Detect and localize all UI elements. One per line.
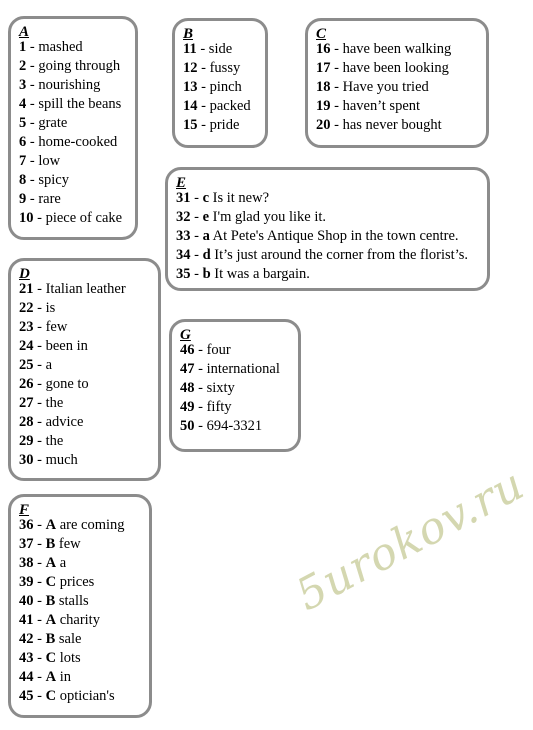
answer-text: It’s just around the corner from the florist’s. bbox=[214, 247, 468, 263]
answer-letter: A bbox=[45, 612, 57, 628]
answer-letter: A bbox=[45, 669, 57, 685]
answer-box-e bbox=[165, 167, 490, 291]
item-number: 32 bbox=[176, 209, 191, 225]
answer-row: 20 - has never bought bbox=[316, 117, 442, 133]
answer-text: pride bbox=[209, 117, 240, 133]
item-number: 27 bbox=[19, 395, 34, 411]
answer-text: fifty bbox=[206, 399, 232, 415]
answer-text: spill the beans bbox=[38, 96, 122, 112]
answer-text: few bbox=[45, 319, 68, 335]
answer-row: 15 - pride bbox=[183, 117, 240, 133]
answer-letter: C bbox=[45, 688, 57, 704]
answer-box-d bbox=[8, 258, 161, 481]
answer-text: has never bought bbox=[342, 117, 442, 133]
answer-row: 27 - the bbox=[19, 395, 64, 411]
answer-letter: A bbox=[45, 555, 57, 571]
item-number: 21 bbox=[19, 281, 34, 297]
box-header: C bbox=[316, 26, 327, 42]
item-number: 38 bbox=[19, 555, 34, 571]
answer-text: stalls bbox=[58, 593, 89, 609]
answer-text: is bbox=[45, 300, 56, 316]
answer-row: 25 - a bbox=[19, 357, 53, 373]
item-number: 15 bbox=[183, 117, 198, 133]
item-number: 45 bbox=[19, 688, 34, 704]
answer-text: advice bbox=[45, 414, 84, 430]
answer-text: prices bbox=[59, 574, 95, 590]
answer-row: 33 - a At Pete's Antique Shop in the town centre. bbox=[176, 228, 459, 244]
answer-letter: c bbox=[202, 190, 210, 206]
item-number: 31 bbox=[176, 190, 191, 206]
answer-text: home-cooked bbox=[38, 134, 118, 150]
answer-text: have been looking bbox=[342, 60, 449, 76]
answer-box-a bbox=[8, 16, 138, 240]
answer-row: 10 - piece of cake bbox=[19, 210, 123, 226]
item-number: 44 bbox=[19, 669, 34, 685]
item-number: 18 bbox=[316, 79, 331, 95]
answer-text: side bbox=[208, 41, 233, 57]
item-number: 13 bbox=[183, 79, 198, 95]
item-number: 16 bbox=[316, 41, 331, 57]
item-number: 25 bbox=[19, 357, 34, 373]
answer-text: in bbox=[59, 669, 71, 685]
answer-text: the bbox=[45, 395, 64, 411]
answer-row: 17 - have been looking bbox=[316, 60, 449, 76]
answer-row: 46 - four bbox=[180, 342, 231, 358]
item-number: 5 bbox=[19, 115, 27, 131]
item-number: 6 bbox=[19, 134, 27, 150]
answer-text: a bbox=[45, 357, 53, 373]
answer-text: pinch bbox=[209, 79, 242, 95]
item-number: 29 bbox=[19, 433, 34, 449]
item-number: 20 bbox=[316, 117, 331, 133]
answer-text: low bbox=[38, 153, 61, 169]
answer-letter: C bbox=[45, 650, 57, 666]
item-number: 10 bbox=[19, 210, 34, 226]
answer-row: 30 - much bbox=[19, 452, 78, 468]
answer-text: At Pete's Antique Shop in the town centre. bbox=[212, 228, 459, 244]
answer-letter: B bbox=[45, 536, 56, 552]
answer-row: 2 - going through bbox=[19, 58, 121, 74]
answer-text: Is it new? bbox=[212, 190, 270, 206]
answer-text: lots bbox=[59, 650, 81, 666]
answer-text: few bbox=[58, 536, 81, 552]
item-number: 11 bbox=[183, 41, 197, 57]
answer-list bbox=[176, 189, 479, 284]
answer-row: 23 - few bbox=[19, 319, 68, 335]
answer-letter: e bbox=[202, 209, 210, 225]
item-number: 41 bbox=[19, 612, 34, 628]
item-number: 14 bbox=[183, 98, 198, 114]
item-number: 17 bbox=[316, 60, 331, 76]
answer-text: 694-3321 bbox=[206, 418, 263, 434]
box-header: A bbox=[19, 24, 30, 40]
item-number: 48 bbox=[180, 380, 195, 396]
answer-text: sixty bbox=[206, 380, 235, 396]
answer-row: 8 - spicy bbox=[19, 172, 69, 188]
answer-row: 22 - is bbox=[19, 300, 56, 316]
answer-list bbox=[316, 40, 478, 135]
answer-row: 26 - gone to bbox=[19, 376, 89, 392]
answer-letter: a bbox=[202, 228, 210, 244]
answer-row: 41 - A charity bbox=[19, 612, 100, 628]
answer-row: 9 - rare bbox=[19, 191, 61, 207]
answer-row: 24 - been in bbox=[19, 338, 88, 354]
answer-letter: B bbox=[45, 593, 56, 609]
answer-letter: d bbox=[202, 247, 211, 263]
item-number: 26 bbox=[19, 376, 34, 392]
item-number: 23 bbox=[19, 319, 34, 335]
answer-letter: B bbox=[45, 631, 56, 647]
answer-text: are coming bbox=[59, 517, 125, 533]
answer-list bbox=[19, 280, 150, 470]
item-number: 35 bbox=[176, 266, 191, 282]
answer-text: international bbox=[206, 361, 280, 377]
answer-list bbox=[183, 40, 257, 135]
answer-text: rare bbox=[38, 191, 61, 207]
answer-letter: b bbox=[202, 266, 211, 282]
answer-row: 38 - A a bbox=[19, 555, 67, 571]
item-number: 39 bbox=[19, 574, 34, 590]
answer-text: the bbox=[45, 433, 64, 449]
answer-row: 5 - grate bbox=[19, 115, 68, 131]
answer-row: 45 - C optician's bbox=[19, 688, 115, 704]
answer-text: Have you tried bbox=[342, 79, 429, 95]
answer-list bbox=[19, 516, 141, 706]
item-number: 9 bbox=[19, 191, 27, 207]
answer-text: mashed bbox=[38, 39, 83, 55]
item-number: 37 bbox=[19, 536, 34, 552]
answer-text: It was a bargain. bbox=[214, 266, 310, 282]
answer-text: nourishing bbox=[38, 77, 101, 93]
answer-row: 48 - sixty bbox=[180, 380, 235, 396]
answer-row: 6 - home-cooked bbox=[19, 134, 118, 150]
box-header: E bbox=[176, 175, 187, 191]
answer-row: 4 - spill the beans bbox=[19, 96, 122, 112]
item-number: 8 bbox=[19, 172, 27, 188]
item-number: 28 bbox=[19, 414, 34, 430]
item-number: 40 bbox=[19, 593, 34, 609]
answer-row: 36 - A are coming bbox=[19, 517, 125, 533]
answer-text: grate bbox=[38, 115, 68, 131]
answer-list bbox=[19, 38, 127, 228]
answer-text: I'm glad you like it. bbox=[212, 209, 327, 225]
item-number: 42 bbox=[19, 631, 34, 647]
answer-text: fussy bbox=[209, 60, 241, 76]
item-number: 3 bbox=[19, 77, 27, 93]
item-number: 47 bbox=[180, 361, 195, 377]
answer-text: packed bbox=[209, 98, 251, 114]
answer-box-b bbox=[172, 18, 268, 148]
answer-row: 21 - Italian leather bbox=[19, 281, 126, 297]
item-number: 2 bbox=[19, 58, 27, 74]
answer-row: 19 - haven’t spent bbox=[316, 98, 421, 114]
answer-text: haven’t spent bbox=[342, 98, 421, 114]
answer-row: 34 - d It’s just around the corner from the florist’s. bbox=[176, 247, 468, 263]
answer-letter: A bbox=[45, 517, 57, 533]
box-header: F bbox=[19, 502, 30, 518]
item-number: 34 bbox=[176, 247, 191, 263]
answer-row: 14 - packed bbox=[183, 98, 251, 114]
item-number: 7 bbox=[19, 153, 27, 169]
item-number: 43 bbox=[19, 650, 34, 666]
answer-box-f bbox=[8, 494, 152, 718]
answer-row: 40 - B stalls bbox=[19, 593, 89, 609]
answer-text: sale bbox=[58, 631, 82, 647]
answer-row: 18 - Have you tried bbox=[316, 79, 429, 95]
answer-text: gone to bbox=[45, 376, 89, 392]
box-header: B bbox=[183, 26, 194, 42]
item-number: 36 bbox=[19, 517, 34, 533]
answer-row: 13 - pinch bbox=[183, 79, 242, 95]
item-number: 4 bbox=[19, 96, 27, 112]
answer-row: 1 - mashed bbox=[19, 39, 83, 55]
answer-text: Italian leather bbox=[45, 281, 126, 297]
answer-text: optician's bbox=[59, 688, 115, 704]
answer-row: 44 - A in bbox=[19, 669, 71, 685]
item-number: 22 bbox=[19, 300, 34, 316]
answer-text: much bbox=[45, 452, 78, 468]
answer-text: a bbox=[59, 555, 67, 571]
answer-text: piece of cake bbox=[45, 210, 123, 226]
answer-row: 47 - international bbox=[180, 361, 280, 377]
answer-row: 35 - b It was a bargain. bbox=[176, 266, 310, 282]
box-header: G bbox=[180, 327, 191, 343]
watermark: 5urokov.ru bbox=[288, 458, 533, 622]
answer-text: have been walking bbox=[342, 41, 452, 57]
answer-text: four bbox=[206, 342, 231, 358]
answer-row: 43 - C lots bbox=[19, 650, 81, 666]
answer-row: 3 - nourishing bbox=[19, 77, 101, 93]
answer-text: been in bbox=[45, 338, 88, 354]
item-number: 12 bbox=[183, 60, 198, 76]
answer-row: 42 - B sale bbox=[19, 631, 82, 647]
item-number: 33 bbox=[176, 228, 191, 244]
answer-row: 29 - the bbox=[19, 433, 64, 449]
answer-text: spicy bbox=[38, 172, 69, 188]
answer-box-g bbox=[169, 319, 301, 452]
item-number: 50 bbox=[180, 418, 195, 434]
item-number: 24 bbox=[19, 338, 34, 354]
item-number: 19 bbox=[316, 98, 331, 114]
answer-box-c bbox=[305, 18, 489, 148]
item-number: 46 bbox=[180, 342, 195, 358]
item-number: 30 bbox=[19, 452, 34, 468]
answer-row: 11 - side bbox=[183, 41, 233, 57]
answer-letter: C bbox=[45, 574, 57, 590]
answer-row: 39 - C prices bbox=[19, 574, 95, 590]
answer-row: 37 - B few bbox=[19, 536, 81, 552]
answer-row: 16 - have been walking bbox=[316, 41, 452, 57]
answer-row: 12 - fussy bbox=[183, 60, 241, 76]
answer-text: charity bbox=[59, 612, 100, 628]
item-number: 1 bbox=[19, 39, 27, 55]
answer-row: 31 - c Is it new? bbox=[176, 190, 270, 206]
answer-text: going through bbox=[38, 58, 121, 74]
answer-row: 50 - 694-3321 bbox=[180, 418, 263, 434]
answer-row: 28 - advice bbox=[19, 414, 84, 430]
answer-row: 49 - fifty bbox=[180, 399, 232, 415]
answer-row: 7 - low bbox=[19, 153, 61, 169]
answer-row: 32 - e I'm glad you like it. bbox=[176, 209, 327, 225]
box-header: D bbox=[19, 266, 30, 282]
answer-list bbox=[180, 341, 290, 436]
item-number: 49 bbox=[180, 399, 195, 415]
